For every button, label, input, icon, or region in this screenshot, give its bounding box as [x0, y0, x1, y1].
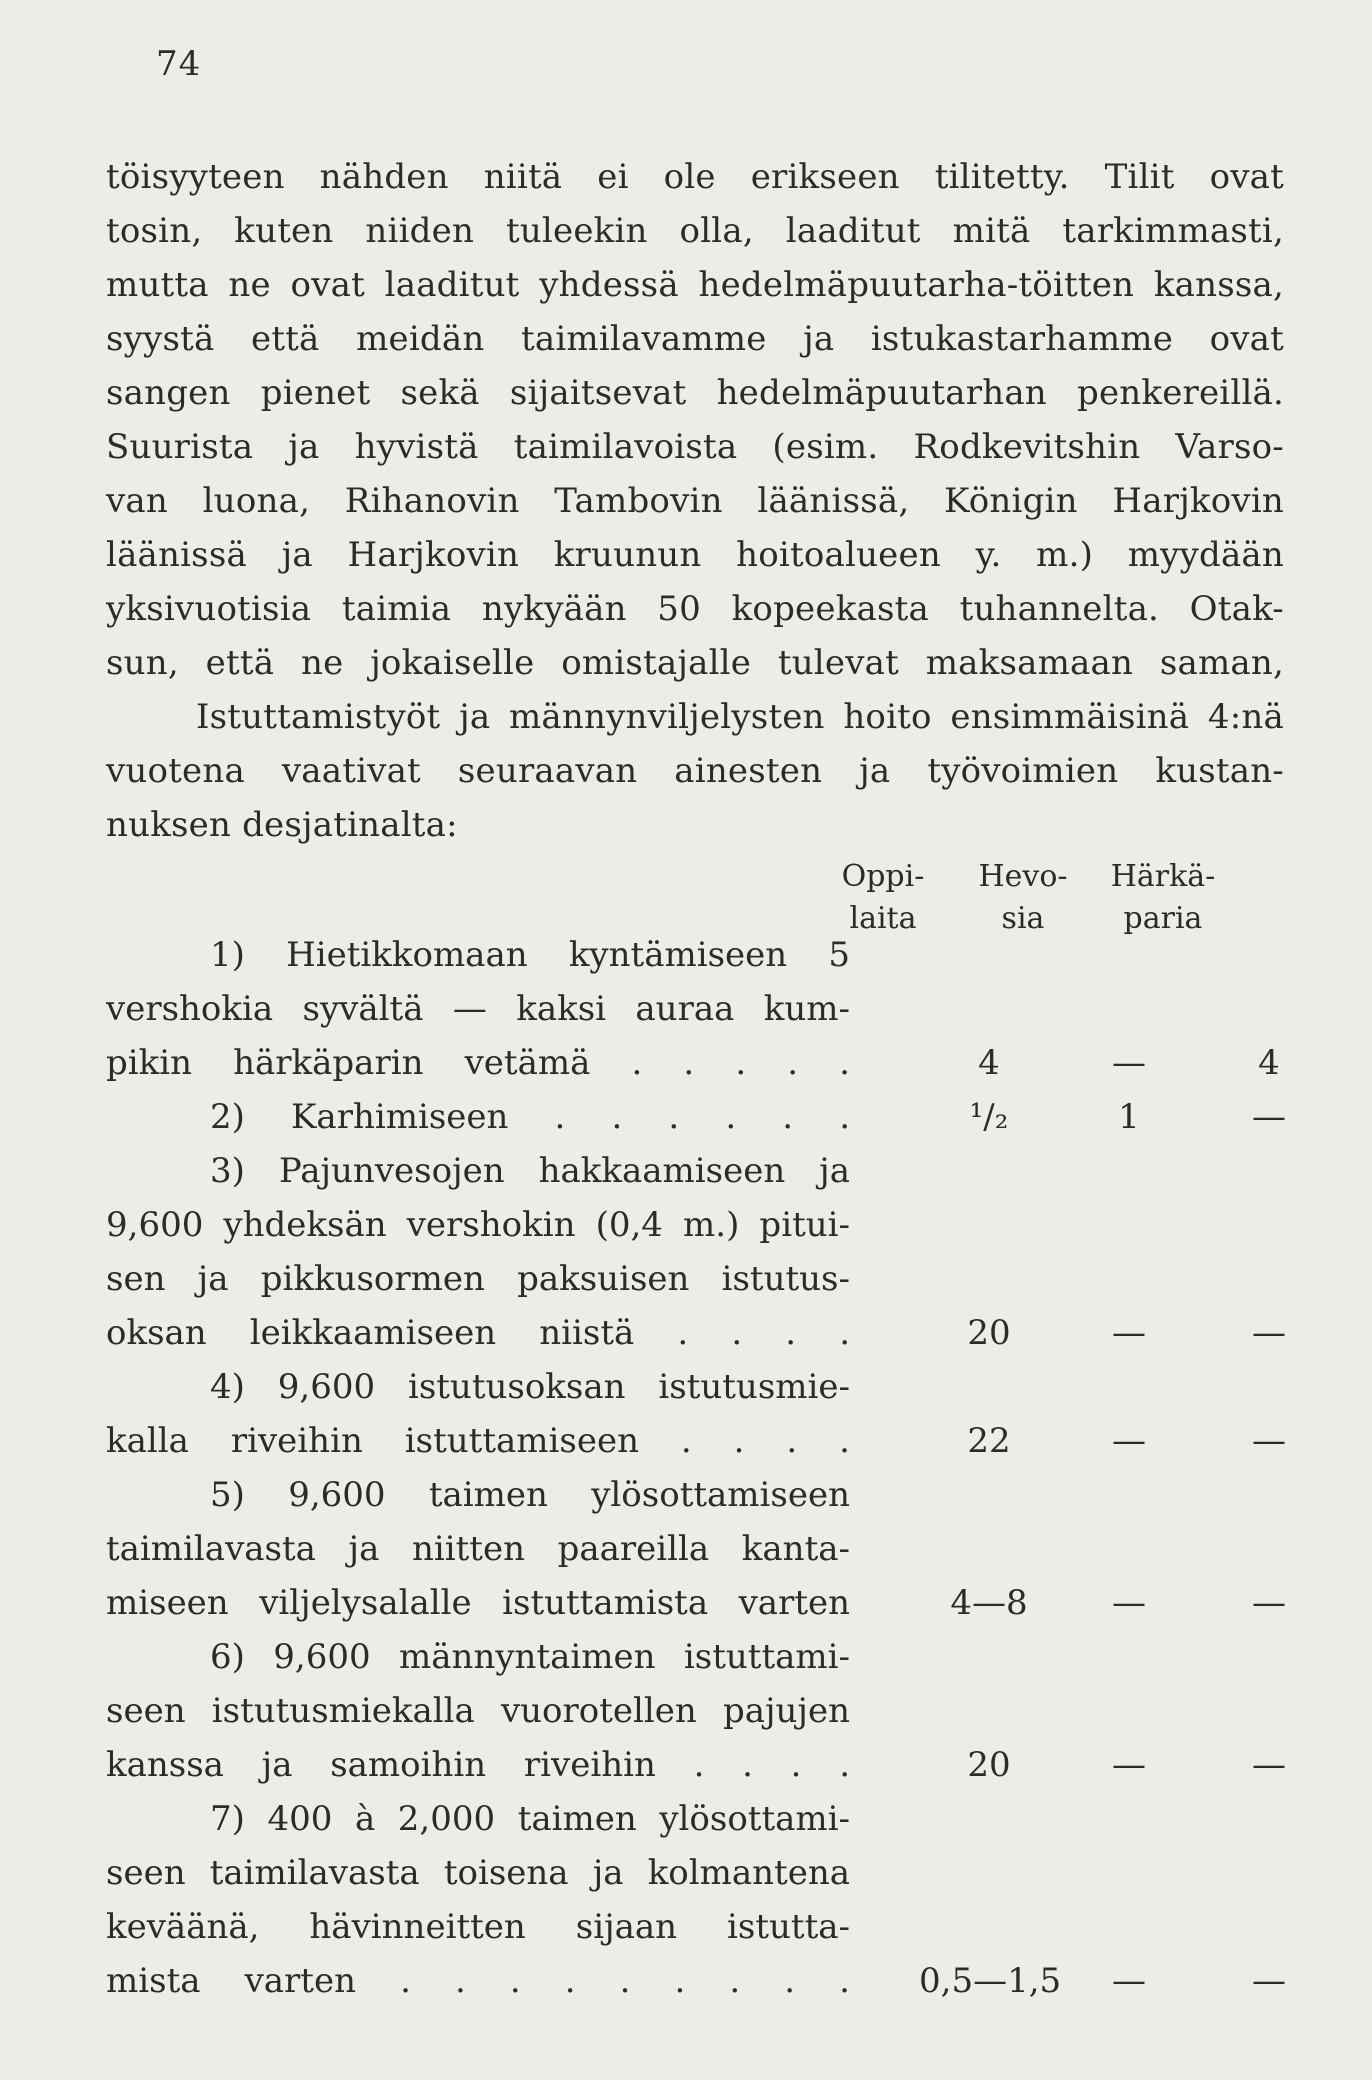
item-value [919, 928, 1059, 982]
column-header-line: Oppi- [841, 859, 925, 894]
table-row [106, 1522, 1266, 1576]
item-value [1059, 1900, 1199, 1954]
table-row [106, 1036, 1280, 1090]
item-description: 5) 9,600 taimen ylösottamiseen [210, 1475, 850, 1515]
item-value [1199, 1522, 1339, 1576]
item-value: — [1112, 1421, 1146, 1461]
item-value: 4 [1258, 1043, 1280, 1083]
paragraph-line: yksivuotisia taimia nykyään 50 kopeekasta tuhannelta. Otak- [106, 589, 1284, 629]
item-value: ¹/₂ [969, 1097, 1009, 1137]
item-value [1059, 1684, 1199, 1738]
body-paragraph [106, 150, 1284, 852]
item-description: seen istutusmiekalla vuorotellen pajujen [106, 1691, 850, 1731]
paragraph-line: mutta ne ovat laaditut yhdessä hedelmäpuutarha-töitten kanssa, [106, 265, 1284, 305]
item-value [1199, 1846, 1339, 1900]
table-row [106, 1468, 1266, 1522]
item-value: — [1252, 1421, 1286, 1461]
item-value [919, 1630, 1059, 1684]
table-row [106, 1900, 1266, 1954]
item-description: taimilavasta ja niitten paareilla kanta- [106, 1529, 850, 1569]
item-description: mista varten . . . . . . . . . [106, 1961, 850, 2001]
item-value [1059, 982, 1199, 1036]
paragraph-line: sun, että ne jokaiselle omistajalle tulevat maksamaan saman, [106, 643, 1284, 683]
paragraph-line: Suurista ja hyvistä taimilavoista (esim. Rodkevitshin Varso- [106, 427, 1284, 467]
item-value [1059, 1522, 1199, 1576]
item-description: sen ja pikkusormen paksuisen istutus- [106, 1259, 850, 1299]
table-row [106, 928, 1266, 982]
table-row [106, 1684, 1266, 1738]
item-value: 22 [967, 1421, 1011, 1461]
item-value [1199, 1252, 1339, 1306]
item-value [1199, 1198, 1339, 1252]
item-value: — [1112, 1313, 1146, 1353]
item-value: 20 [967, 1745, 1011, 1785]
item-description: pikin härkäparin vetämä . . . . . [106, 1043, 850, 1083]
item-description: 9,600 yhdeksän vershokin (0,4 m.) pitui- [106, 1205, 850, 1245]
item-value: — [1252, 1961, 1286, 2001]
item-value [1199, 1144, 1339, 1198]
column-header-line: Härkä- [1110, 859, 1216, 894]
item-value [1059, 1792, 1199, 1846]
item-value: 1 [1118, 1097, 1140, 1137]
item-value [1059, 1468, 1199, 1522]
item-description: kanssa ja samoihin riveihin . . . . [106, 1745, 850, 1785]
item-value [1059, 1198, 1199, 1252]
item-description: 7) 400 à 2,000 taimen ylösottami- [210, 1799, 850, 1839]
item-value [1059, 928, 1199, 982]
item-value [1199, 1792, 1339, 1846]
item-value [1059, 1144, 1199, 1198]
item-description: keväänä, hävinneitten sijaan istutta- [106, 1907, 850, 1947]
item-value: 4—8 [950, 1583, 1028, 1623]
item-value [1199, 1684, 1339, 1738]
item-description: oksan leikkaamiseen niistä . . . . [106, 1313, 850, 1353]
item-value [919, 1144, 1059, 1198]
table-row [106, 1738, 1286, 1792]
item-value: 0,5—1,5 [919, 1961, 1062, 2001]
page-number: 74 [156, 44, 202, 84]
paragraph-line: syystä että meidän taimilavamme ja istukastarhamme ovat [106, 319, 1284, 359]
item-value [919, 1468, 1059, 1522]
item-description: 6) 9,600 männyntaimen istuttami- [210, 1637, 850, 1677]
item-description: 3) Pajunvesojen hakkaamiseen ja [210, 1151, 850, 1191]
column-header-line: paria [1123, 901, 1203, 936]
paragraph-line: tosin, kuten niiden tuleekin olla, laaditut mitä tarkimmasti, [106, 211, 1284, 251]
paragraph-line: Istuttamistyöt ja männynviljelysten hoito ensimmäisinä 4:nä [196, 697, 1284, 737]
table-row [106, 1792, 1266, 1846]
table-row [106, 1954, 1286, 2008]
paragraph-line: vuotena vaativat seuraavan ainesten ja työvoimien kustan- [106, 751, 1284, 791]
item-description: 4) 9,600 istutusoksan istutusmie- [210, 1367, 850, 1407]
item-value [919, 1684, 1059, 1738]
table-row [106, 1846, 1266, 1900]
table-row [106, 982, 1266, 1036]
item-value: — [1252, 1583, 1286, 1623]
item-value: — [1112, 1583, 1146, 1623]
item-value: — [1252, 1745, 1286, 1785]
paragraph-line: töisyyteen nähden niitä ei ole erikseen tilitetty. Tilit ovat [106, 157, 1284, 197]
paragraph-line: läänissä ja Harjkovin kruunun hoitoalueen y. m.) myydään [106, 535, 1284, 575]
item-value: — [1252, 1097, 1286, 1137]
item-value [919, 1846, 1059, 1900]
item-description: miseen viljelysalalle istuttamista varten [106, 1583, 850, 1623]
item-value [919, 1360, 1059, 1414]
item-description: 2) Karhimiseen . . . . . . [210, 1097, 850, 1137]
table-row [106, 1306, 1286, 1360]
item-value [1199, 1360, 1339, 1414]
work-items-table [106, 928, 1286, 2008]
item-value [1059, 1846, 1199, 1900]
item-description: seen taimilavasta toisena ja kolmantena [106, 1853, 850, 1893]
item-value: — [1252, 1313, 1286, 1353]
paragraph-line: van luona, Rihanovin Tambovin läänissä, Königin Harjkovin [106, 481, 1284, 521]
item-value [1059, 1252, 1199, 1306]
item-value [1199, 928, 1339, 982]
table-row [106, 1144, 1266, 1198]
item-value [1059, 1360, 1199, 1414]
item-value [1059, 1630, 1199, 1684]
item-description: 1) Hietikkomaan kyntämiseen 5 [210, 935, 850, 975]
column-header-line: sia [1001, 901, 1045, 936]
item-value [919, 982, 1059, 1036]
item-value [919, 1252, 1059, 1306]
table-row [106, 1198, 1266, 1252]
table-row [106, 1090, 1286, 1144]
item-value [1199, 982, 1339, 1036]
item-description: kalla riveihin istuttamiseen . . . . [106, 1421, 850, 1461]
column-header-line: laita [849, 901, 917, 936]
table-row [106, 1414, 1286, 1468]
item-value: — [1112, 1043, 1146, 1083]
item-description: vershokia syvältä — kaksi auraa kum- [106, 989, 850, 1029]
item-value: 4 [978, 1043, 1000, 1083]
table-row [106, 1630, 1266, 1684]
item-value [919, 1792, 1059, 1846]
item-value: — [1112, 1745, 1146, 1785]
item-value: — [1112, 1961, 1146, 2001]
item-value [1199, 1468, 1339, 1522]
item-value [919, 1522, 1059, 1576]
item-value [1199, 1900, 1339, 1954]
table-row [106, 1360, 1266, 1414]
paragraph-line: nuksen desjatinalta: [106, 805, 458, 845]
item-value: 20 [967, 1313, 1011, 1353]
item-value [919, 1900, 1059, 1954]
table-row [106, 1576, 1286, 1630]
column-header-line: Hevo- [978, 859, 1068, 894]
paragraph-line: sangen pienet sekä sijaitsevat hedelmäpuutarhan penkereillä. [106, 373, 1284, 413]
item-value [919, 1198, 1059, 1252]
item-value [1199, 1630, 1339, 1684]
table-row [106, 1252, 1266, 1306]
